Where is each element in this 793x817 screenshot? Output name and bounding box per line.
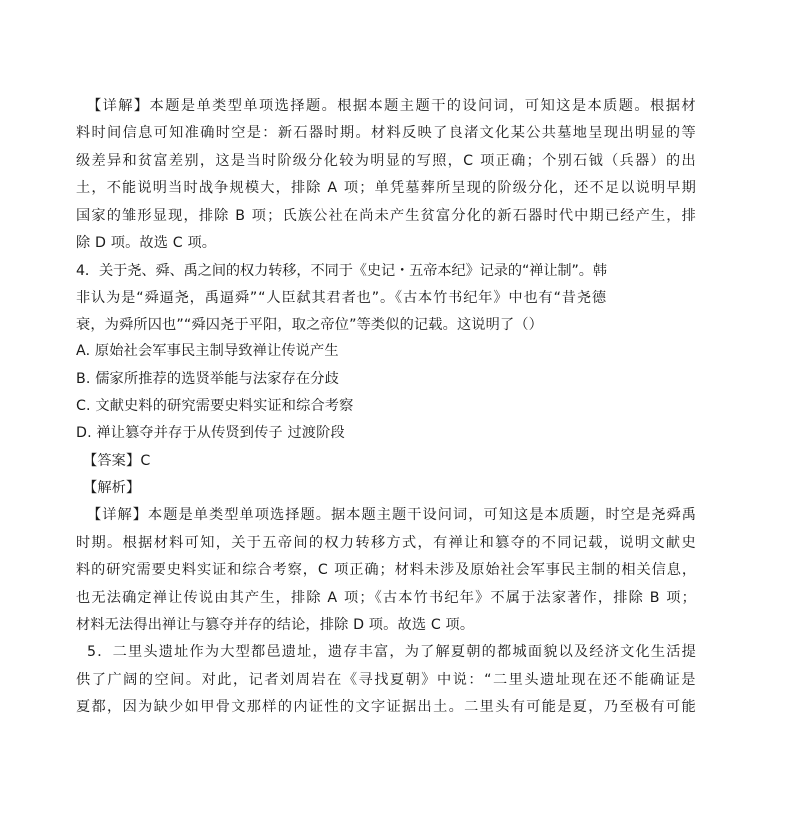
detail-line-2: 料时间信息可知准确时空是：新石器时期。材料反映了良渚文化某公共墓地呈现出明显的等 xyxy=(76,125,697,141)
question-4-stem-line-1: 4．关于尧、舜、禹之间的权力转移，不同于《史记・五帝本纪》记录的“禅让制”。韩 xyxy=(76,263,607,279)
detail-line-1: 【详解】本题是单类型单项选择题。根据本题主题干的设问词，可知这是本质题。根据材 xyxy=(87,98,697,114)
detail-line-5: 国家的雏形显现，排除 B 项；氏族公社在尚未产生贫富分化的新石器时代中期已经产生，排 xyxy=(76,208,697,224)
answer-label: 【答案】C xyxy=(83,453,151,469)
question-4-stem-line-3: 衰，为舜所囚也”“舜囚尧于平阳，取之帝位”等类似的记载。这说明了（） xyxy=(76,317,543,333)
question-5-stem-line-3: 夏都，因为缺少如甲骨文那样的内证性的文字证据出土。二里头有可能是夏，乃至极有可能 xyxy=(76,699,697,715)
analysis-line-3: 料的研究需要史料实证和综合考察，C 项正确；材料未涉及原始社会军事民主制的相关信息， xyxy=(76,562,697,578)
analysis-label: 【解析】 xyxy=(83,480,141,496)
detail-line-6: 除 D 项。故选 C 项。 xyxy=(76,235,217,251)
analysis-line-2: 时期。根据材料可知，关于五帝间的权力转移方式，有禅让和篡夺的不同记载，说明文献史 xyxy=(76,535,697,551)
option-b: B. 儒家所推荐的选贤举能与法家存在分歧 xyxy=(76,371,339,387)
option-a: A. 原始社会军事民主制导致禅让传说产生 xyxy=(76,343,339,359)
question-4-stem-line-2: 非认为是“舜逼尧，禹逼舜”“人臣弑其君者也”。《古本竹书纪年》中也有“昔尧德 xyxy=(76,290,607,306)
analysis-line-1: 【详解】本题是单类型单项选择题。据本题主题干设问词，可知这是本质题，时空是尧舜禹 xyxy=(87,507,697,523)
analysis-line-4: 也无法确定禅让传说由其产生，排除 A 项；《古本竹书纪年》不属于法家著作，排除 B 项； xyxy=(76,590,697,606)
question-5-stem-line-2: 供了广阔的空间。对此，记者刘周岩在《寻找夏朝》中说：“二里头遗址现在还不能确证是 xyxy=(76,672,697,688)
detail-line-3: 级差异和贫富差别，这是当时阶级分化较为明显的写照，C 项正确；个别石钺（兵器）的出 xyxy=(76,153,697,169)
question-5-stem-line-1: 5．二里头遗址作为大型都邑遗址，遗存丰富，为了解夏朝的都城面貌以及经济文化生活提 xyxy=(87,644,697,660)
option-d: D. 禅让篡夺并存于从传贤到传子 过渡阶段 xyxy=(76,425,345,441)
analysis-line-5: 材料无法得出禅让与篡夺并存的结论，排除 D 项。故选 C 项。 xyxy=(76,617,475,633)
detail-line-4: 土，不能说明当时战争规模大，排除 A 项；单凭墓葬所呈现的阶级分化，还不足以说明早期 xyxy=(76,180,698,196)
option-c: C. 文献史料的研究需要史料实证和综合考察 xyxy=(76,398,354,414)
